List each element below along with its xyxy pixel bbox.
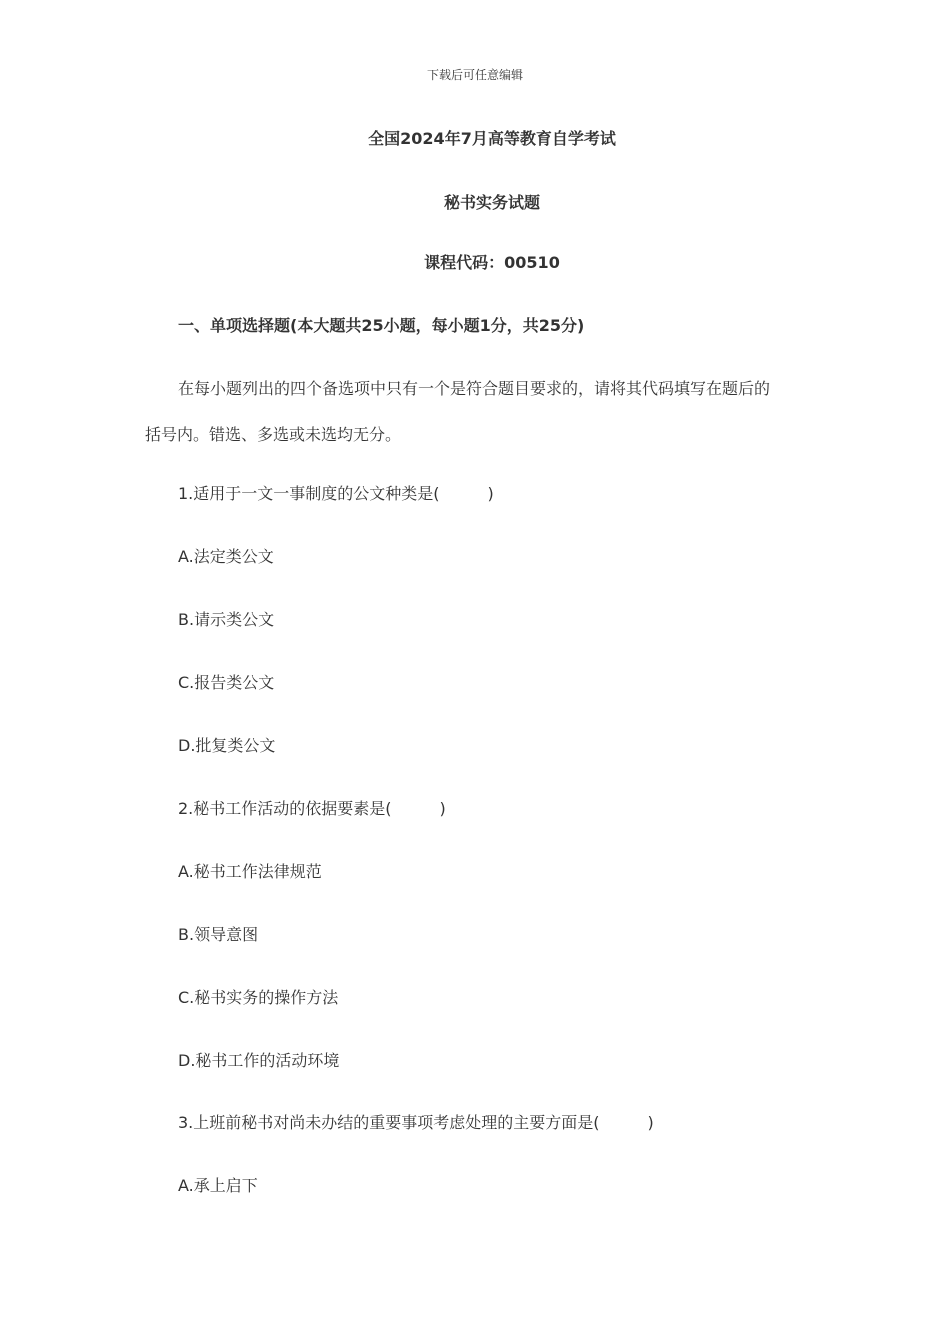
question-1-option-d: D.批复类公文 [178,736,276,755]
question-2-option-d: D.秘书工作的活动环境 [178,1051,340,1070]
question-2-stem: 2.秘书工作活动的依据要素是( ) [178,799,446,818]
question-1-option-c: C.报告类公文 [178,673,275,692]
question-1-option-b: B.请示类公文 [178,610,275,629]
instructions-line-2: 括号内。错选、多选或未选均无分。 [145,425,402,444]
section-heading: 一、单项选择题(本大题共25小题，每小题1分，共25分) [178,316,585,335]
exam-title: 全国2024年7月高等教育自学考试 [368,129,616,148]
instructions-line-1: 在每小题列出的四个备选项中只有一个是符合题目要求的，请将其代码填写在题后的 [178,379,771,398]
course-code: 课程代码：00510 [424,253,560,272]
question-3-option-a: A.承上启下 [178,1176,258,1195]
question-3-stem: 3.上班前秘书对尚未办结的重要事项考虑处理的主要方面是( ) [178,1113,654,1132]
question-2-option-c: C.秘书实务的操作方法 [178,988,339,1007]
question-1-option-a: A.法定类公文 [178,547,274,566]
subject-title: 秘书实务试题 [443,193,540,212]
header-note: 下载后可任意编辑 [426,68,523,82]
question-2-option-a: A.秘书工作法律规范 [178,862,322,881]
question-1-stem: 1.适用于一文一事制度的公文种类是( ) [178,484,494,503]
question-2-option-b: B.领导意图 [178,925,259,944]
